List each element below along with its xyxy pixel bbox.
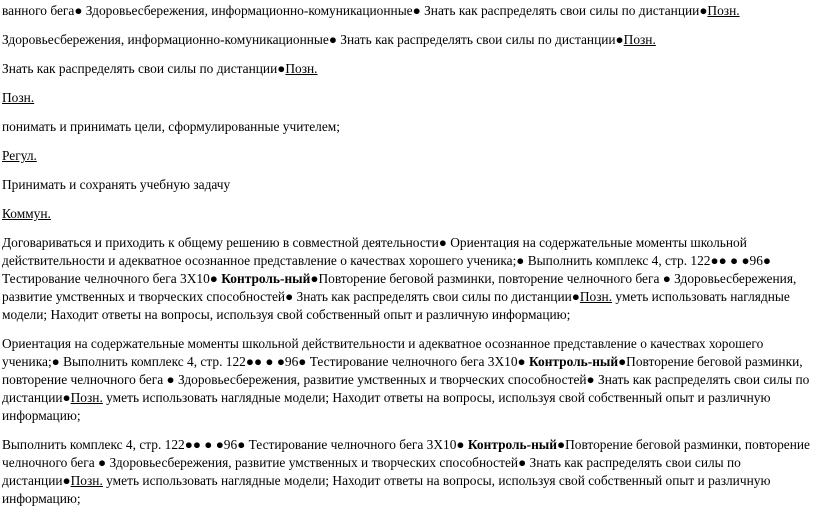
paragraph-10-bold: Контроль-ный	[528, 354, 619, 369]
paragraph-10-link[interactable]: Позн.	[70, 390, 103, 405]
paragraph-9-text-a: Договариваться и приходить к общему решению в совместной деятельности● Ориентация на содержательные моменты школьной действительности и адекватное осознанное представление о качествах хорошего ученика;● Выполнить комплекс 4, стр. 122●● ● ●96● Тестирование челночного бега 3Х10●	[2, 235, 772, 286]
paragraph-11-text-a: Выполнить комплекс 4, стр. 122●● ● ●96● Тестирование челночного бега 3Х10●	[2, 437, 468, 452]
paragraph-9	[2, 234, 812, 324]
paragraph-9-text-b: ●Повторение беговой разминки, повторение челночного бега ● Здоровьесбережения, развитие умственных и творческих способностей● Знать как распределять свои силы по дистанции●	[2, 271, 797, 304]
paragraph-2-text: Здоровьесбережения, информационно-комуникационные● Знать как распределять свои силы по дистанции●	[2, 32, 624, 47]
paragraph-10-text-c: уметь использовать наглядные модели; Находит ответы на вопросы, используя свой собственный опыт и различную информацию;	[2, 390, 771, 423]
paragraph-4-link[interactable]: Позн.	[2, 90, 35, 105]
paragraph-11-link[interactable]: Позн.	[70, 473, 103, 488]
paragraph-9-text-c: уметь использовать наглядные модели; Находит ответы на вопросы, используя свой собственный опыт и различную информацию;	[2, 289, 790, 322]
paragraph-10-text-b: ●Повторение беговой разминки, повторение челночного бега ● Здоровьесбережения, развитие умственных и творческих способностей● Знать как распределять свои силы по дистанции●	[2, 354, 810, 405]
paragraph-8-link[interactable]: Коммун.	[2, 206, 51, 221]
paragraph-1-link[interactable]: Позн.	[707, 3, 740, 18]
paragraph-10	[2, 335, 812, 425]
paragraph-6	[2, 147, 812, 165]
paragraph-6-link[interactable]: Регул.	[2, 148, 37, 163]
paragraph-3-text: Знать как распределять свои силы по дистанции●	[2, 61, 286, 76]
paragraph-9-bold: Контроль-ный	[221, 271, 311, 286]
paragraph-5	[2, 118, 812, 136]
paragraph-7-text: Принимать и сохранять учебную задачу	[2, 177, 231, 192]
paragraph-1-text: ванного бега● Здоровьесбережения, информационно-комуникационные● Знать как распределять свои силы по дистанции●	[2, 3, 708, 18]
paragraph-7	[2, 176, 812, 194]
paragraph-11-text-c: уметь использовать наглядные модели; Находит ответы на вопросы, используя свой собственный опыт и различную информацию;	[2, 473, 771, 506]
paragraph-3	[2, 60, 812, 78]
paragraph-9-link[interactable]: Позн.	[579, 289, 613, 304]
paragraph-1	[2, 2, 812, 20]
paragraph-2	[2, 31, 812, 49]
paragraph-11	[2, 436, 812, 508]
paragraph-4	[2, 89, 812, 107]
paragraph-5-text: понимать и принимать цели, сформулированные учителем;	[2, 119, 341, 134]
paragraph-11-bold: Контроль-ный	[467, 437, 557, 452]
paragraph-3-link[interactable]: Позн.	[285, 61, 318, 76]
document-page	[0, 2, 816, 518]
paragraph-11-text-b: ●Повторение беговой разминки, повторение челночного бега ● Здоровьесбережения, развитие умственных и творческих способностей● Знать как распределять свои силы по дистанции●	[2, 437, 810, 488]
paragraph-10-text-a: Ориентация на содержательные моменты школьной действительности и адекватное осознанное представление о качествах хорошего ученика;● Выполнить комплекс 4, стр. 122●● ● ●96● Тестирование челночного бега 3Х10●	[2, 336, 764, 369]
paragraph-2-link[interactable]: Позн.	[623, 32, 656, 47]
paragraph-8	[2, 205, 812, 223]
